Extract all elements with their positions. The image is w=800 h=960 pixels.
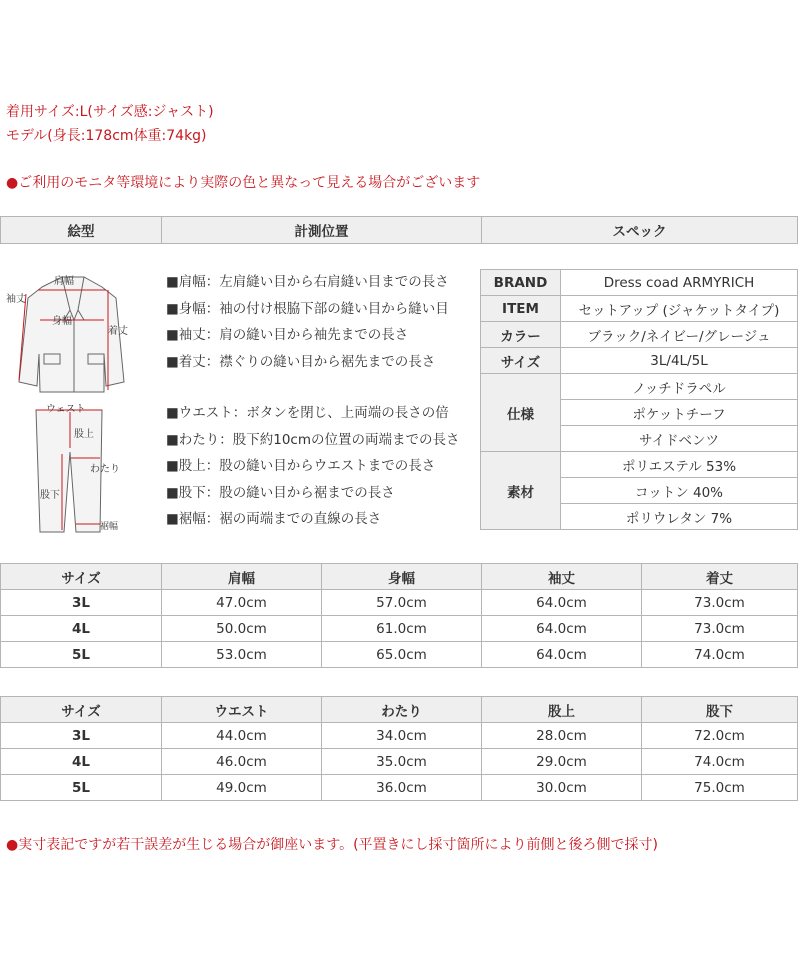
table-cell: 3L xyxy=(1,590,162,616)
table-cell: 50.0cm xyxy=(162,616,322,642)
label-thigh: わたり xyxy=(90,464,120,475)
column-header: サイズ xyxy=(1,697,162,723)
spec-material-label: 素材 xyxy=(481,452,561,530)
table-cell: 44.0cm xyxy=(162,723,322,749)
spec-item-label: ITEM xyxy=(481,296,561,322)
table-row xyxy=(1,616,798,642)
table-cell: 34.0cm xyxy=(322,723,482,749)
column-header: 着丈 xyxy=(642,564,798,590)
column-header: ウエスト xyxy=(162,697,322,723)
table-cell: 74.0cm xyxy=(642,642,798,668)
table-cell: 75.0cm xyxy=(642,775,798,801)
measure-item: ■裾幅：裾の両端までの直線の長さ xyxy=(166,511,382,527)
spec-table xyxy=(480,269,798,530)
table-cell: 3L xyxy=(1,723,162,749)
table-cell: 46.0cm xyxy=(162,749,322,775)
table-cell: 57.0cm xyxy=(322,590,482,616)
spec-shiyou-value: サイドベンツ xyxy=(561,426,798,452)
label-length: 着丈 xyxy=(108,326,128,337)
spec-size-label: サイズ xyxy=(481,348,561,374)
spec-item-value: セットアップ (ジャケットタイプ) xyxy=(561,296,798,322)
table-row xyxy=(1,775,798,801)
model-note: モデル(身長:178cm体重:74kg) xyxy=(6,128,207,144)
column-header: 身幅 xyxy=(322,564,482,590)
garment-illustration xyxy=(4,262,154,542)
measure-item: ■袖丈：肩の縫い目から袖先までの長さ xyxy=(166,327,409,343)
monitor-notice: ●ご利用のモニタ等環境により実際の色と異なって見える場合がございます xyxy=(6,175,481,191)
spec-color-label: カラー xyxy=(481,322,561,348)
measure-item: ■ウエスト：ボタンを閉じ、上両端の長さの倍 xyxy=(166,405,449,421)
table-cell: 64.0cm xyxy=(482,642,642,668)
table-row xyxy=(1,723,798,749)
table-cell: 74.0cm xyxy=(642,749,798,775)
spec-material-value: ポリウレタン 7% xyxy=(561,504,798,530)
measure-item: ■股下：股の縫い目から裾までの長さ xyxy=(166,484,395,501)
table-row xyxy=(1,642,798,668)
header-illustration: 絵型 xyxy=(1,217,162,244)
table-cell: 4L xyxy=(1,749,162,775)
table-cell: 36.0cm xyxy=(322,775,482,801)
table-cell: 64.0cm xyxy=(482,616,642,642)
jacket-size-table xyxy=(0,563,798,668)
table-row xyxy=(1,590,798,616)
column-header: 袖丈 xyxy=(482,564,642,590)
table-cell: 72.0cm xyxy=(642,723,798,749)
column-header: サイズ xyxy=(1,564,162,590)
table-cell: 47.0cm xyxy=(162,590,322,616)
table-cell: 29.0cm xyxy=(482,749,642,775)
measure-item: ■わたり：股下約10cmの位置の両端までの長さ xyxy=(166,431,460,448)
measure-item: ■身幅：袖の付け根脇下部の縫い目から縫い目 xyxy=(166,300,449,317)
column-header: 股下 xyxy=(642,697,798,723)
table-cell: 35.0cm xyxy=(322,749,482,775)
spec-brand-value: Dress coad ARMYRICH xyxy=(561,270,798,296)
label-inseam: 股下 xyxy=(40,490,60,501)
spec-material-value: ポリエステル 53% xyxy=(561,452,798,478)
label-shoulder: 肩幅 xyxy=(54,276,74,287)
table-cell: 65.0cm xyxy=(322,642,482,668)
table-cell: 5L xyxy=(1,775,162,801)
table-cell: 53.0cm xyxy=(162,642,322,668)
spec-size-value: 3L/4L/5L xyxy=(561,348,798,374)
spec-color-value: ブラック/ネイビー/グレージュ xyxy=(561,322,798,348)
spec-shiyou-label: 仕様 xyxy=(481,374,561,452)
spec-brand-label: BRAND xyxy=(481,270,561,296)
section-header-table xyxy=(0,216,798,244)
label-hem: 裾幅 xyxy=(100,522,119,532)
table-cell: 30.0cm xyxy=(482,775,642,801)
pants-measure-list xyxy=(166,400,460,533)
label-body: 身幅 xyxy=(52,316,72,327)
bottom-notice: ●実寸表記ですが若干誤差が生じる場合が御座います。(平置きにし採寸箇所により前側と後ろ側で採寸) xyxy=(6,837,659,853)
measure-item: ■股上：股の縫い目からウエストまでの長さ xyxy=(166,458,436,474)
table-cell: 73.0cm xyxy=(642,590,798,616)
header-spec: スペック xyxy=(482,217,798,244)
spec-shiyou-value: ポケットチーフ xyxy=(561,400,798,426)
size-worn-note: 着用サイズ:L(サイズ感:ジャスト) xyxy=(6,104,214,120)
spec-material-value: コットン 40% xyxy=(561,478,798,504)
table-row xyxy=(1,749,798,775)
label-sleeve: 袖丈 xyxy=(6,294,26,305)
label-rise: 股上 xyxy=(74,429,94,440)
column-header: 股上 xyxy=(482,697,642,723)
table-cell: 64.0cm xyxy=(482,590,642,616)
jacket-measure-list xyxy=(166,269,449,375)
table-cell: 49.0cm xyxy=(162,775,322,801)
column-header: わたり xyxy=(322,697,482,723)
measure-item: ■着丈：襟ぐりの縫い目から裾先までの長さ xyxy=(166,353,436,370)
column-header: 肩幅 xyxy=(162,564,322,590)
table-cell: 28.0cm xyxy=(482,723,642,749)
table-cell: 4L xyxy=(1,616,162,642)
table-cell: 5L xyxy=(1,642,162,668)
header-measure-position: 計測位置 xyxy=(162,217,482,244)
table-cell: 73.0cm xyxy=(642,616,798,642)
pants-size-table xyxy=(0,696,798,801)
label-waist: ウェスト xyxy=(46,404,86,415)
table-cell: 61.0cm xyxy=(322,616,482,642)
measure-item: ■肩幅：左肩縫い目から右肩縫い目までの長さ xyxy=(166,274,449,290)
spec-shiyou-value: ノッチドラペル xyxy=(561,374,798,400)
